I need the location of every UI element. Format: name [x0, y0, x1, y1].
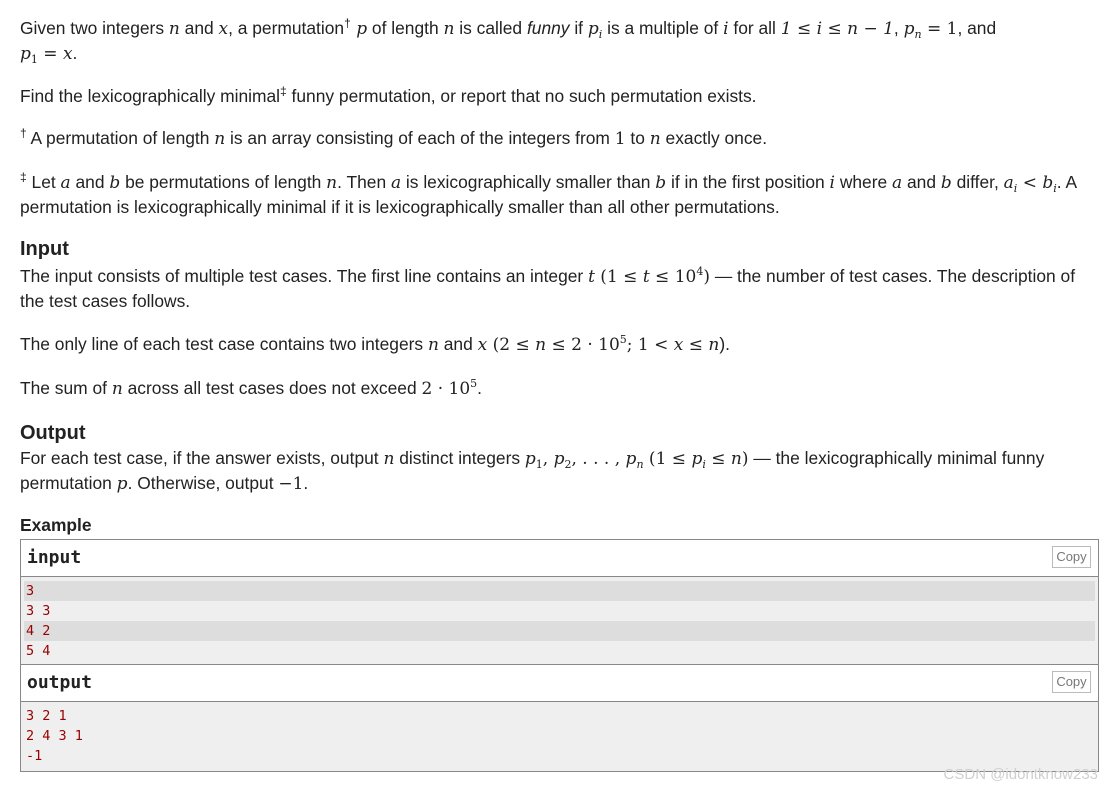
text: if in the first position: [666, 172, 830, 192]
math-a: a: [892, 173, 903, 193]
math-exponent: 5: [619, 333, 627, 346]
csdn-watermark: CSDN @idontknow233: [943, 766, 1098, 783]
text: , and: [957, 18, 997, 38]
text: . A: [1056, 172, 1078, 192]
text: for all: [728, 18, 781, 38]
math-exponent: 4: [696, 265, 704, 278]
text: permutation is lexicographically minimal if it is lexicographically smaller than all other permutations.: [20, 197, 780, 217]
math-text: (1 ≤: [643, 449, 692, 469]
footnote-permutation: [20, 126, 1101, 151]
input-section-title: Input: [20, 238, 69, 260]
math-i: i: [723, 19, 729, 39]
math-subscript: n: [914, 28, 922, 41]
math-subscript: i: [702, 458, 706, 471]
math-less-than: <: [1017, 173, 1043, 193]
sample-input-block: [20, 539, 1099, 667]
math-equals-x: = x: [37, 44, 73, 64]
math-n: n: [214, 129, 226, 149]
text: to: [625, 128, 650, 148]
text: across all test cases does not exceed: [122, 378, 422, 398]
input-paragraph-1: [20, 264, 1101, 313]
math-text: ≤: [705, 449, 731, 469]
output-section-title: Output: [20, 422, 86, 444]
sample-input-title: input: [27, 547, 82, 568]
text: .: [303, 473, 309, 493]
text: — the number of test cases. The description of: [709, 266, 1076, 286]
text: , a permutation: [228, 18, 345, 38]
math-text: 2 · 10: [421, 379, 471, 399]
text: .: [477, 378, 482, 398]
math-text: (2 ≤: [487, 335, 536, 355]
text: be permutations of length: [120, 172, 327, 192]
sample-output-title: output: [27, 672, 93, 693]
text: ,: [893, 18, 904, 38]
text: and: [902, 172, 941, 192]
math-p: p: [587, 19, 599, 39]
text: exactly once.: [660, 128, 768, 148]
math-text: ): [703, 267, 710, 287]
text: ).: [719, 334, 730, 354]
find-paragraph: [20, 84, 1101, 108]
math-n: n: [427, 335, 439, 355]
sample-input-header: [21, 540, 1098, 577]
sample-input-line: 4 2: [24, 621, 1095, 641]
sample-output-line: -1: [26, 748, 43, 764]
text: The only line of each test case contains two integers: [20, 334, 428, 354]
math-n: n: [326, 173, 338, 193]
math-p: p: [116, 474, 128, 494]
text: of length: [367, 18, 444, 38]
math-equals: = 1: [921, 19, 958, 39]
math-subscript: i: [1013, 182, 1018, 195]
math-n: n: [730, 449, 742, 469]
math-a: a: [1003, 173, 1014, 193]
math-a: a: [390, 173, 402, 193]
text: is called: [454, 18, 527, 38]
math-one: 1: [614, 129, 626, 149]
math-b: b: [655, 173, 667, 193]
math-p: p: [20, 44, 31, 64]
math-p: p: [903, 19, 915, 39]
text: is a multiple of: [602, 18, 724, 38]
math-text: (1 ≤: [594, 267, 643, 287]
math-subscript: 1: [535, 458, 543, 471]
text: The sum of: [20, 378, 112, 398]
sample-input-body: [21, 577, 1098, 666]
text: .: [72, 43, 78, 63]
example-title: Example: [20, 515, 92, 535]
text: distinct integers: [394, 448, 525, 468]
math-p: p: [691, 449, 703, 469]
math-n: n: [443, 19, 455, 39]
text: permutation: [20, 473, 117, 493]
text: . Otherwise, output: [127, 473, 279, 493]
text: — the lexicographically minimal funny: [748, 448, 1045, 468]
math-x: x: [477, 335, 488, 355]
sample-output-line: 2 4 3 1: [26, 728, 83, 744]
sample-output-line: 3 2 1: [26, 708, 67, 724]
math-a: a: [60, 173, 71, 193]
text: Given two integers: [20, 18, 169, 38]
math-subscript: i: [598, 28, 603, 41]
math-text: , . . . ,: [571, 449, 626, 469]
sample-output-header: [21, 665, 1098, 702]
sample-output-body: [21, 702, 1098, 771]
math-text: ): [741, 449, 749, 469]
math-text: ; 1 <: [626, 335, 674, 355]
math-b: b: [109, 173, 121, 193]
sample-input-line: 3: [24, 581, 1095, 601]
double-dagger-footnote-mark: ‡: [280, 84, 287, 98]
text: and: [179, 18, 219, 38]
math-p: p: [524, 449, 536, 469]
text: is an array consisting of each of the integers from: [225, 128, 615, 148]
math-p: p: [625, 449, 637, 469]
sample-input-line: 3 3: [26, 603, 51, 619]
text: is lexicographically smaller than: [401, 172, 656, 192]
statement-paragraph: [20, 16, 1101, 66]
math-t: t: [642, 267, 650, 287]
input-paragraph-2: [20, 332, 1101, 357]
math-range: 1 ≤ i ≤ n − 1: [780, 19, 894, 39]
math-subscript: i: [1053, 182, 1057, 195]
math-text: ≤: [683, 335, 709, 355]
math-i: i: [829, 173, 835, 193]
math-subscript: 1: [30, 53, 38, 66]
math-n: n: [383, 449, 395, 469]
text: where: [834, 172, 893, 192]
math-n: n: [708, 335, 720, 355]
math-exponent: 5: [470, 377, 478, 390]
text: The input consists of multiple test cases. The first line contains an integer: [20, 266, 589, 286]
copy-input-button[interactable]: Copy: [1052, 546, 1091, 568]
math-text: ≤ 10: [649, 267, 697, 287]
text: differ,: [951, 172, 1004, 192]
math-b: b: [1042, 173, 1054, 193]
text: funny permutation, or report that no such permutation exists.: [286, 86, 757, 106]
double-dagger-footnote-mark: ‡: [20, 170, 27, 184]
math-n: n: [535, 335, 547, 355]
text: and: [438, 334, 478, 354]
math-text: ,: [542, 449, 554, 469]
math-t: t: [588, 267, 595, 287]
math-subscript: 2: [564, 458, 572, 471]
math-subscript: n: [636, 458, 644, 471]
copy-output-button[interactable]: Copy: [1052, 671, 1091, 693]
text: the test cases follows.: [20, 291, 191, 311]
math-n: n: [649, 129, 661, 149]
text: For each test case, if the answer exists, output: [20, 448, 384, 468]
math-p: p: [350, 19, 368, 39]
math-b: b: [940, 173, 952, 193]
math-n: n: [168, 19, 180, 39]
text: A permutation of length: [26, 128, 215, 148]
sample-output-block: [20, 664, 1099, 772]
sample-input-line: 5 4: [26, 643, 51, 659]
term-funny: funny: [526, 18, 570, 38]
text: and: [70, 172, 110, 192]
math-text: ≤ 2 · 10: [546, 335, 620, 355]
text: . Then: [337, 172, 391, 192]
math-minus-one: −1: [278, 474, 304, 494]
dagger-footnote-mark: †: [20, 126, 27, 140]
text: if: [569, 18, 588, 38]
math-p: p: [553, 449, 565, 469]
math-x: x: [673, 335, 684, 355]
text: Let: [26, 172, 61, 192]
math-x: x: [218, 19, 229, 39]
output-paragraph: [20, 446, 1101, 496]
math-n: n: [111, 379, 123, 399]
input-paragraph-3: [20, 376, 1101, 401]
footnote-lexicographic: [20, 170, 1101, 219]
text: Find the lexicographically minimal: [20, 86, 281, 106]
dagger-footnote-mark: †: [344, 16, 351, 30]
